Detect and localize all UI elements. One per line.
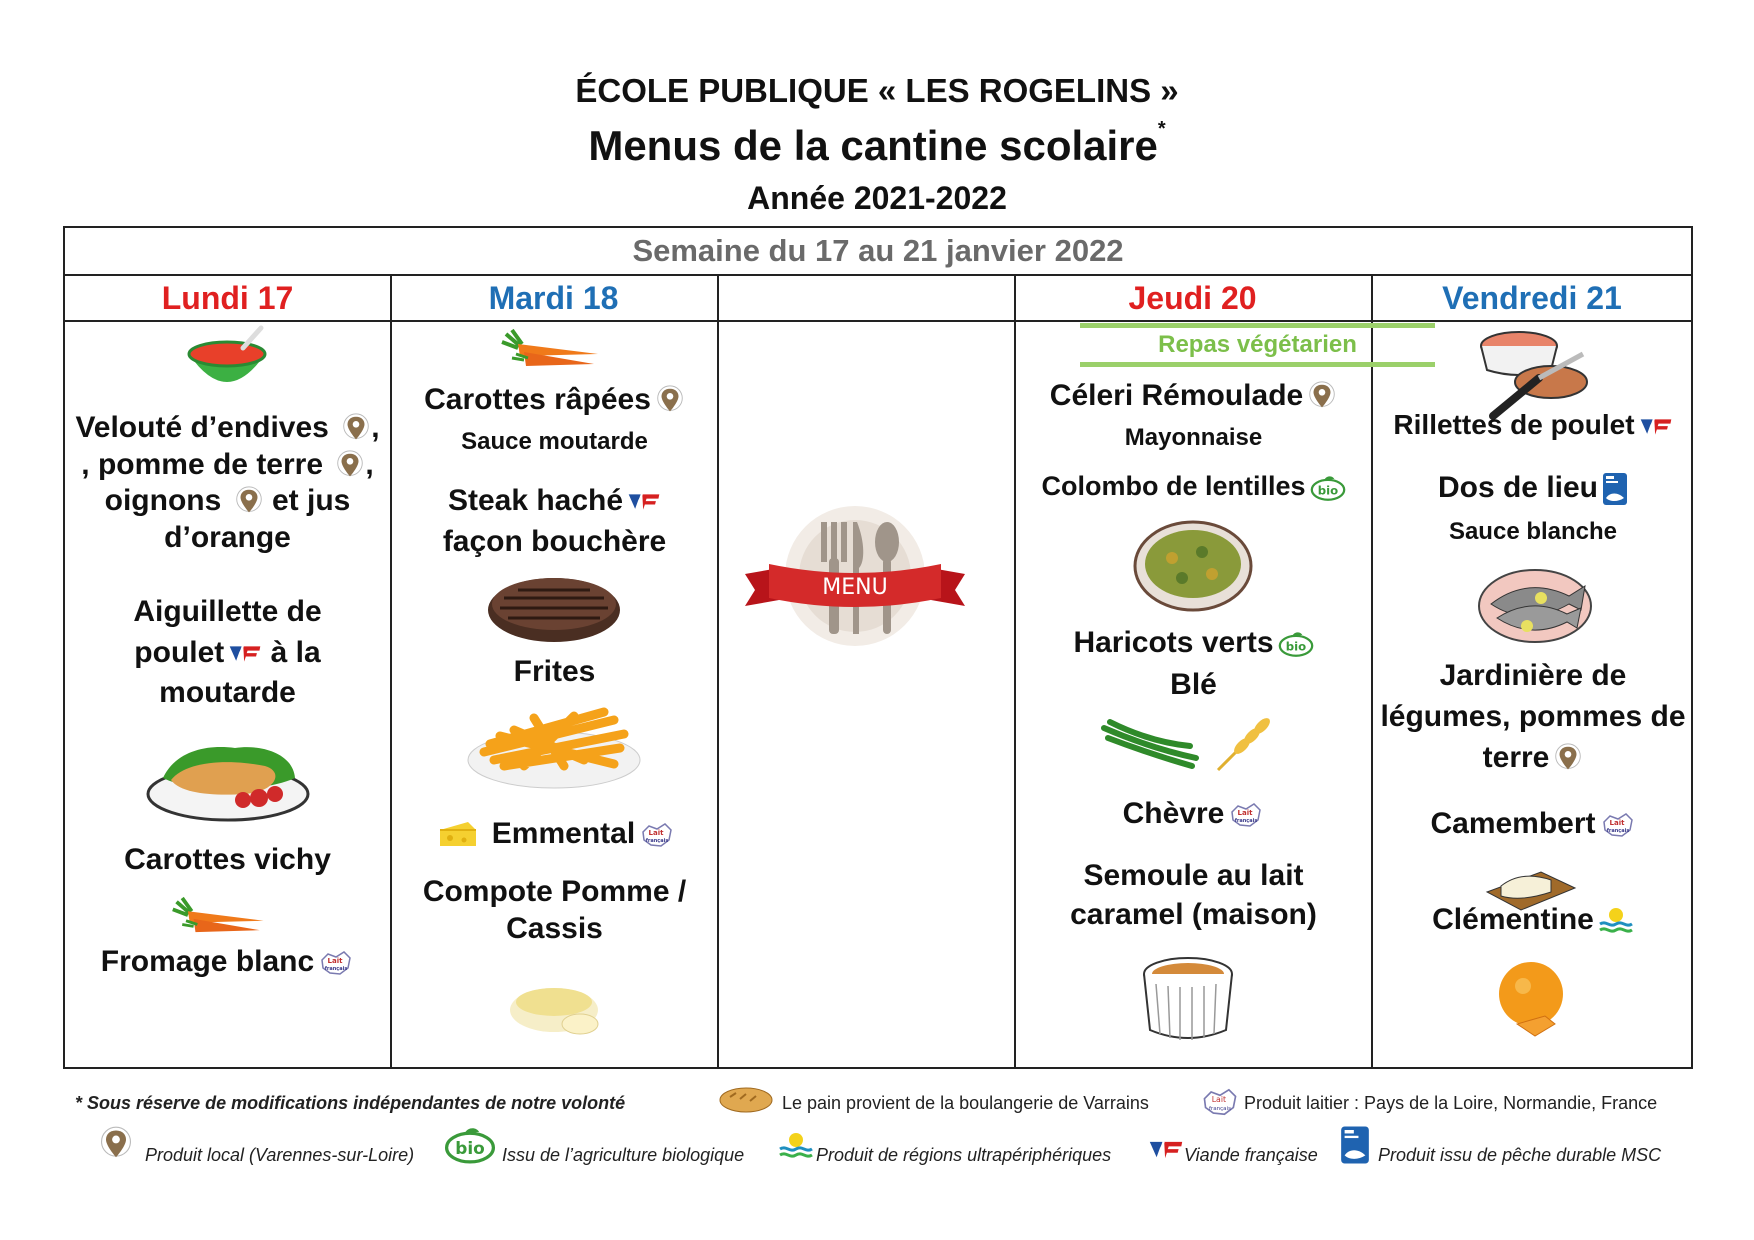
dish-jardiniere bbox=[1373, 656, 1693, 778]
dairy-origin-icon bbox=[318, 948, 354, 978]
legend-viande bbox=[1184, 1145, 1318, 1166]
dish-text: poulet bbox=[134, 635, 225, 669]
dish-dos-de-lieu bbox=[1373, 470, 1693, 507]
dish-text: Cassis bbox=[506, 911, 603, 945]
organic-icon bbox=[444, 1125, 496, 1165]
dish-text: Dos de lieu bbox=[1437, 471, 1599, 504]
local-product-icon bbox=[335, 449, 365, 483]
dish-sauce-blanche: Sauce blanche bbox=[1448, 518, 1618, 545]
dish-text: Semoule au lait bbox=[1083, 859, 1304, 892]
outermost-region-icon bbox=[1598, 906, 1634, 936]
dish-clementine bbox=[1373, 902, 1693, 939]
dish-text: , bbox=[365, 447, 374, 481]
soup-bowl-icon bbox=[185, 324, 269, 400]
dish-text: Jardinière de bbox=[1439, 659, 1627, 692]
steak-icon bbox=[484, 568, 624, 644]
dish-text: Steak haché bbox=[447, 484, 624, 517]
legend-msc-text: Produit issu de pêche durable MSC bbox=[1378, 1145, 1662, 1165]
french-meat-icon bbox=[627, 491, 661, 513]
dish-text: Colombo de lentilles bbox=[1041, 471, 1306, 501]
dish-text: , pomme de terre bbox=[81, 447, 324, 481]
dish-carottes-rapees bbox=[392, 382, 717, 419]
local-product-icon bbox=[1307, 380, 1337, 414]
dish-frites: Frites bbox=[513, 655, 596, 688]
legend-local bbox=[145, 1145, 414, 1166]
dairy-origin-icon bbox=[1228, 800, 1264, 830]
legend-outremer bbox=[816, 1145, 1111, 1166]
dish-text: façon bouchère bbox=[442, 525, 667, 559]
day-header-wednesday bbox=[717, 274, 1014, 320]
organic-icon bbox=[1310, 474, 1346, 502]
dish-text: Blé bbox=[1170, 668, 1217, 701]
page-title-text: Menus de la cantine scolaire bbox=[588, 122, 1158, 169]
menu-plate-icon bbox=[745, 502, 965, 652]
dish-semoule bbox=[1016, 856, 1371, 934]
local-product-icon bbox=[98, 1125, 134, 1165]
dish-text: Aiguillette de bbox=[133, 595, 322, 628]
week-label: Semaine du 17 au 21 janvier 2022 bbox=[65, 228, 1691, 276]
local-product-icon bbox=[655, 384, 685, 418]
dish-text: légumes, pommes de bbox=[1380, 699, 1686, 733]
dish-haricots bbox=[1016, 622, 1371, 706]
french-meat-icon bbox=[1148, 1139, 1184, 1161]
dish-text: Velouté d’endives bbox=[75, 411, 329, 444]
dish-text: à la bbox=[270, 635, 321, 669]
local-product-icon bbox=[341, 412, 371, 446]
dish-text: Carottes râpées bbox=[424, 383, 651, 416]
dish-text: Clémentine bbox=[1432, 903, 1594, 936]
dish-sauce-moutarde: Sauce moutarde bbox=[461, 428, 648, 455]
dish-text: terre bbox=[1482, 740, 1550, 774]
msc-icon bbox=[1340, 1125, 1370, 1165]
dish-chevre bbox=[1016, 796, 1371, 833]
dish-text: Céleri Rémoulade bbox=[1049, 379, 1304, 412]
legend-local-text: Produit local (Varennes-sur-Loire) bbox=[145, 1145, 415, 1165]
dairy-origin-icon bbox=[1200, 1085, 1240, 1119]
legend-dairy: Produit laitier : Pays de la Loire, Normandie, France bbox=[1244, 1093, 1658, 1113]
local-product-icon bbox=[1553, 742, 1583, 776]
cheese-icon bbox=[438, 820, 478, 850]
legend-note-text: * Sous réserve de modifications indépendantes de notre volonté bbox=[75, 1093, 626, 1113]
vegetarian-banner: Repas végétarien bbox=[1080, 323, 1435, 367]
school-year: Année 2021-2022 bbox=[747, 180, 1007, 216]
outermost-region-icon bbox=[778, 1129, 814, 1163]
msc-icon bbox=[1602, 472, 1628, 506]
dish-celeri bbox=[1016, 378, 1371, 415]
legend-outremer-text: Produit de régions ultrapériphériques bbox=[816, 1145, 1112, 1165]
dish-text: Fromage blanc bbox=[100, 945, 315, 978]
dairy-origin-icon bbox=[639, 820, 675, 850]
dish-text: oignons bbox=[104, 484, 222, 518]
dish-rillettes bbox=[1373, 408, 1693, 442]
dish-text: moutarde bbox=[159, 676, 296, 709]
dish-text: d’orange bbox=[164, 520, 291, 554]
dish-camembert bbox=[1373, 806, 1693, 843]
dish-fromage-blanc bbox=[65, 944, 390, 981]
dish-mayonnaise: Mayonnaise bbox=[1124, 424, 1263, 451]
local-product-icon bbox=[234, 485, 264, 519]
carrot-icon bbox=[169, 892, 273, 940]
dish-emmental bbox=[392, 816, 717, 853]
menu-table bbox=[63, 226, 1693, 1069]
legend-bio bbox=[502, 1145, 744, 1166]
menu-logo-text: MENU bbox=[822, 575, 888, 600]
ramekin-icon bbox=[1140, 954, 1236, 1044]
french-meat-icon bbox=[228, 643, 262, 665]
clementine-icon bbox=[1495, 958, 1571, 1040]
day-header-monday: Lundi 17 bbox=[161, 280, 294, 316]
dish-colombo bbox=[1016, 470, 1371, 503]
fish-dish-icon bbox=[1477, 556, 1593, 648]
dish-carottes-vichy: Carottes vichy bbox=[124, 843, 331, 876]
wheat-icon bbox=[1212, 714, 1276, 774]
column-wednesday bbox=[719, 322, 1014, 1067]
school-name: ÉCOLE PUBLIQUE « LES ROGELINS » bbox=[575, 72, 1179, 109]
dish-compote bbox=[392, 874, 717, 947]
dish-veloute bbox=[65, 410, 390, 556]
dish-text: Camembert bbox=[1430, 807, 1596, 840]
column-thursday bbox=[1016, 322, 1371, 1067]
dish-text: et jus bbox=[271, 484, 351, 518]
dish-text: Rillettes de poulet bbox=[1393, 409, 1635, 440]
day-header-friday: Vendredi 21 bbox=[1442, 280, 1622, 316]
compote-icon bbox=[504, 970, 604, 1042]
legend-viande-text: Viande française bbox=[1184, 1145, 1318, 1165]
green-beans-icon bbox=[1100, 718, 1200, 770]
fries-icon bbox=[464, 700, 644, 792]
chicken-plate-icon bbox=[145, 732, 311, 824]
column-monday bbox=[65, 322, 390, 1067]
dish-aiguillette bbox=[65, 592, 390, 714]
bread-icon bbox=[718, 1085, 774, 1115]
day-header-thursday: Jeudi 20 bbox=[1128, 280, 1257, 316]
legend-bread: Le pain provient de la boulangerie de Varrains bbox=[782, 1093, 1149, 1113]
french-meat-icon bbox=[1639, 416, 1673, 438]
column-friday bbox=[1373, 322, 1693, 1067]
dish-text: Haricots verts bbox=[1073, 626, 1274, 659]
title-footnote-mark: * bbox=[1157, 118, 1166, 140]
dairy-origin-icon bbox=[1600, 810, 1636, 840]
dish-text: , bbox=[371, 411, 380, 444]
dish-text: caramel (maison) bbox=[1070, 898, 1317, 931]
rillettes-icon bbox=[1473, 324, 1593, 420]
legend-note bbox=[75, 1093, 625, 1114]
legend-bio-text: Issu de l’agriculture biologique bbox=[502, 1145, 745, 1165]
organic-icon bbox=[1278, 630, 1314, 658]
day-header-row bbox=[65, 274, 1691, 322]
dish-text: Chèvre bbox=[1122, 797, 1225, 830]
lentil-colombo-icon bbox=[1132, 518, 1254, 612]
dish-steak-hache bbox=[392, 480, 717, 563]
day-header-tuesday: Mardi 18 bbox=[488, 280, 619, 316]
carrot-icon bbox=[498, 324, 608, 374]
legend-msc bbox=[1378, 1145, 1661, 1166]
column-tuesday bbox=[392, 322, 717, 1067]
page-title bbox=[0, 118, 1754, 170]
dish-text: Emmental bbox=[491, 817, 636, 850]
legend bbox=[0, 1085, 1754, 1195]
dish-text: Compote Pomme / bbox=[422, 875, 687, 908]
